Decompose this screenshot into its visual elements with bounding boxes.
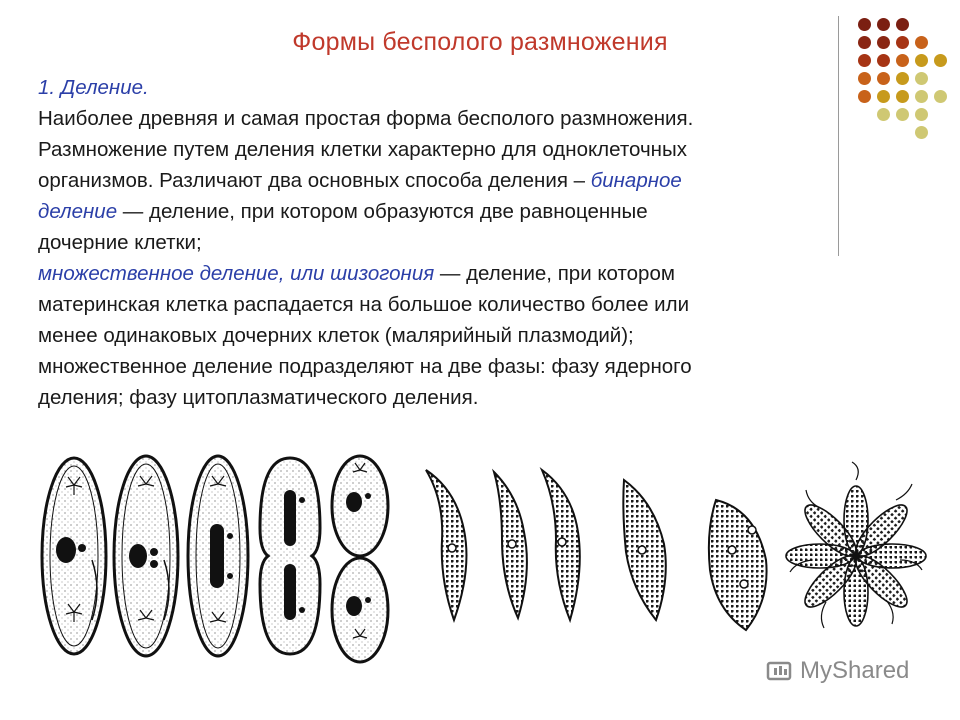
decor-dot bbox=[915, 90, 928, 103]
section-heading: 1. Деление. bbox=[38, 76, 149, 99]
text-line: деления; фазу цитоплазматического деления. bbox=[38, 386, 479, 409]
decor-dot bbox=[877, 18, 890, 31]
text-line: материнская клетка распадается на большое количество более или bbox=[38, 293, 690, 316]
decor-dot bbox=[934, 54, 947, 67]
decor-dot bbox=[915, 54, 928, 67]
paramecium-cell bbox=[188, 456, 248, 656]
trypanosome-cell bbox=[426, 470, 466, 620]
term-division: деление bbox=[38, 200, 118, 223]
myshared-watermark bbox=[766, 654, 936, 688]
trypanosome-cell bbox=[709, 500, 767, 630]
paramecium-cell bbox=[114, 456, 178, 656]
text-span: организмов. Различают два основных способа деления – bbox=[38, 169, 591, 192]
text-span: — деление, при котором bbox=[434, 262, 675, 285]
term-schizogony: множественное деление, или шизогония bbox=[38, 262, 435, 285]
decor-dot bbox=[915, 126, 928, 139]
decor-dot bbox=[858, 36, 871, 49]
text-line: дочерние клетки; bbox=[38, 231, 202, 254]
decor-dot bbox=[877, 54, 890, 67]
decor-dot bbox=[877, 36, 890, 49]
myshared-logo-text: MyShared bbox=[800, 657, 910, 684]
paramecium-cell bbox=[332, 456, 388, 662]
slide-title: Формы бесполого размножения bbox=[292, 28, 668, 56]
decor-dot bbox=[896, 18, 909, 31]
slide-body-text bbox=[38, 72, 898, 413]
text-line bbox=[38, 196, 898, 227]
decor-dot bbox=[934, 90, 947, 103]
text-line bbox=[38, 165, 898, 196]
myshared-logo-icon bbox=[766, 657, 794, 685]
decor-dot bbox=[915, 36, 928, 49]
text-line bbox=[38, 258, 898, 289]
text-span: — деление, при котором образуются две равноценные bbox=[117, 200, 648, 223]
binary-fission-illustration bbox=[34, 440, 394, 672]
decor-dot bbox=[896, 36, 909, 49]
text-line: Наиболее древняя и самая простая форма бесполого размножения. bbox=[38, 107, 694, 130]
schizogony-illustration bbox=[416, 460, 936, 640]
decor-dot bbox=[858, 54, 871, 67]
term-binary: бинарное bbox=[590, 169, 682, 192]
paramecium-cell bbox=[42, 458, 106, 654]
decor-dot bbox=[896, 54, 909, 67]
text-line: менее одинаковых дочерних клеток (малярийный плазмодий); bbox=[38, 324, 634, 347]
decor-dot bbox=[915, 72, 928, 85]
decor-dot bbox=[858, 18, 871, 31]
decor-dot bbox=[915, 108, 928, 121]
paramecium-cell bbox=[260, 458, 320, 654]
text-line: Размножение путем деления клетки характерно для одноклеточных bbox=[38, 138, 687, 161]
text-line: множественное деление подразделяют на две фазы: фазу ядерного bbox=[38, 355, 692, 378]
